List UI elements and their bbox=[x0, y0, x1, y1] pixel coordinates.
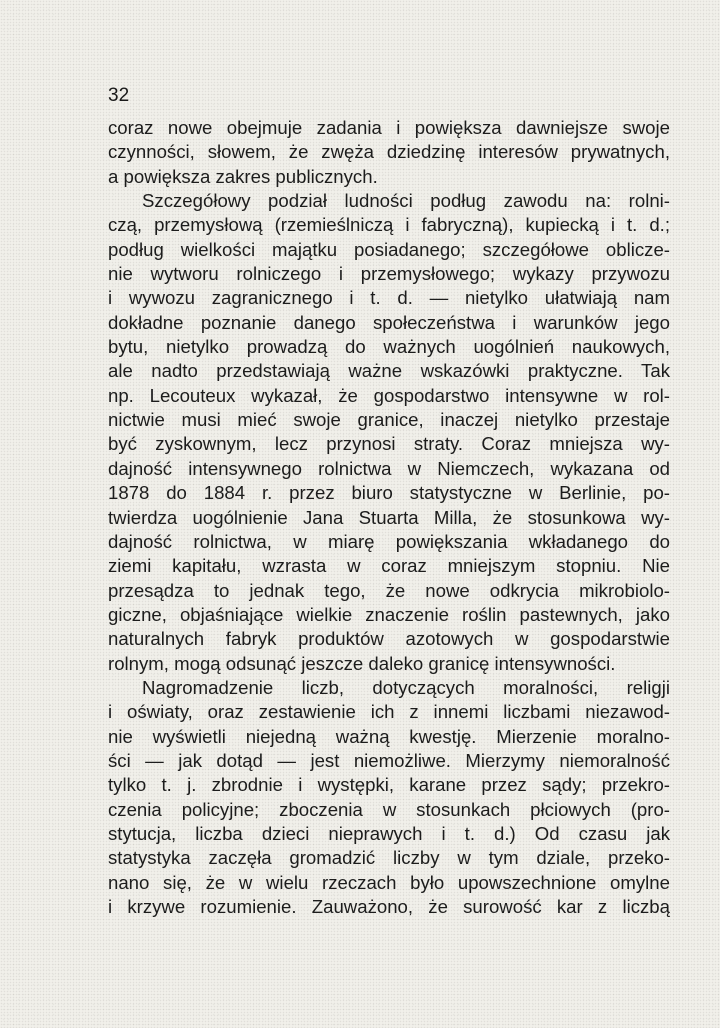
text-line: podług wielkości majątku posiadanego; szczegółowe oblicze- bbox=[108, 238, 670, 260]
text-line: nano się, że w wielu rzeczach było upowszechnione omylne bbox=[108, 871, 670, 893]
text-line: statystyka zaczęła gromadzić liczby w tym dziale, przeko- bbox=[108, 847, 670, 869]
text-line: czenia policyjne; zboczenia w stosunkach płciowych (pro- bbox=[108, 798, 670, 820]
text-line: a powiększa zakres publicznych. bbox=[108, 165, 378, 187]
text-line: tylko t. j. zbrodnie i występki, karane przez sądy; przekro- bbox=[108, 774, 670, 796]
text-line: czą, przemysłową (rzemieślniczą i fabryczną), kupiecką i t. d.; bbox=[108, 214, 670, 236]
text-line: rolnym, mogą odsunąć jeszcze daleko granicę intensywności. bbox=[108, 652, 616, 674]
page-number: 32 bbox=[108, 85, 130, 106]
text-line: bytu, nietylko prowadzą do ważnych uogólnień naukowych, bbox=[108, 336, 670, 358]
text-line: coraz nowe obejmuje zadania i powiększa dawniejsze swoje bbox=[108, 117, 670, 138]
text-line: nie wytworu rolniczego i przemysłowego; wykazy przywozu bbox=[108, 263, 670, 285]
text-line: być zyskownym, lecz przynosi straty. Coraz mniejsza wy- bbox=[108, 433, 670, 455]
body-text bbox=[108, 116, 670, 919]
text-line: dokładne poznanie danego społeczeństwa i warunków jego bbox=[108, 311, 670, 333]
text-line: i oświaty, oraz zestawienie ich z innemi liczbami niezawod- bbox=[108, 701, 670, 723]
text-line: twierdza uogólnienie Jana Stuarta Milla, że stosunkowa wy- bbox=[108, 506, 670, 528]
text-line: 1878 do 1884 r. przez biuro statystyczne w Berlinie, po- bbox=[108, 482, 670, 504]
text-line: ści — jak dotąd — jest niemożliwe. Mierzymy niemoralność bbox=[108, 749, 670, 771]
text-line: i wywozu zagranicznego i t. d. — nietylko ułatwiają nam bbox=[108, 287, 670, 309]
text-line: dajność intensywnego rolnictwa w Niemczech, wykazana od bbox=[108, 457, 670, 479]
text-line: giczne, objaśniające wielkie znaczenie roślin pastewnych, jako bbox=[108, 603, 670, 625]
text-line: nictwie musi mieć swoje granice, inaczej nietylko przestaje bbox=[108, 409, 670, 431]
text-line: dajność rolnictwa, w miarę powiększania wkładanego do bbox=[108, 530, 670, 552]
text-line: i krzywe rozumienie. Zauważono, że surowość kar z liczbą bbox=[108, 896, 670, 917]
text-line: nie wyświetli niejedną ważną kwestję. Mierzenie moralno- bbox=[108, 725, 670, 747]
text-line: naturalnych fabryk produktów azotowych w gospodarstwie bbox=[108, 628, 670, 650]
text-line: stytucja, liczba dzieci nieprawych i t. d.) Od czasu jak bbox=[108, 822, 670, 844]
text-line: przesądza to jednak tego, że nowe odkrycia mikrobiolo- bbox=[108, 579, 670, 601]
text-line: ale nadto przedstawiają ważne wskazówki praktyczne. Tak bbox=[108, 360, 670, 382]
text-line: Szczegółowy podział ludności podług zawodu na: rolni- bbox=[142, 190, 670, 212]
text-line: czynności, słowem, że zwęża dziedzinę interesów prywatnych, bbox=[108, 141, 670, 163]
text-line: ziemi kapitału, wzrasta w coraz mniejszym stopniu. Nie bbox=[108, 555, 670, 577]
text-line: Nagromadzenie liczb, dotyczących moralności, religji bbox=[142, 676, 670, 698]
text-line: np. Lecouteux wykazał, że gospodarstwo intensywne w rol- bbox=[108, 384, 670, 406]
